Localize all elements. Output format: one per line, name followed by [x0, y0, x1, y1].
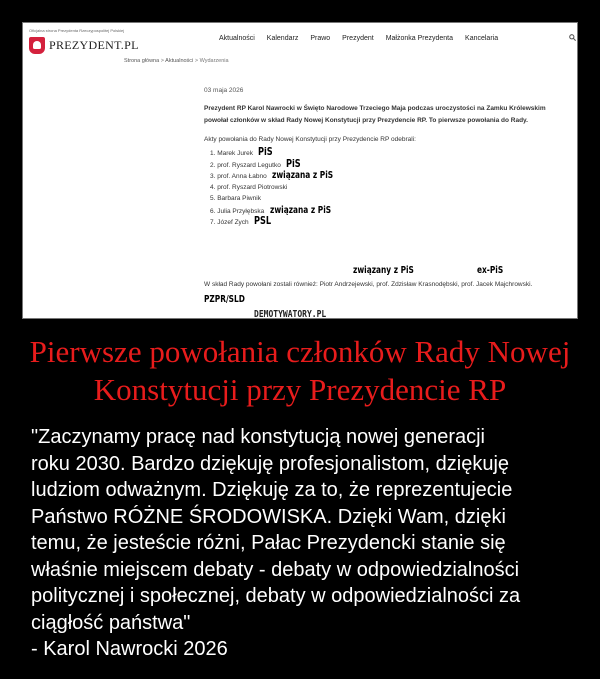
- quote-line: Państwo RÓŻNE ŚRODOWISKA. Dzięki Wam, dzięki: [31, 505, 506, 528]
- party-tag: związana z PiS: [272, 170, 334, 181]
- nav-item-prezydent[interactable]: Prezydent: [342, 35, 374, 42]
- site-header: [23, 23, 578, 73]
- article-date: 03 maja 2026: [204, 87, 244, 94]
- breadcrumb: [124, 58, 229, 64]
- nav-item-kalendarz[interactable]: Kalendarz: [266, 35, 299, 42]
- quote-line: politycznej i społecznej, debaty w odpowiedzialności za: [31, 585, 521, 607]
- nav-item-kancelaria[interactable]: Kancelaria: [465, 35, 499, 42]
- quote-line: ciągłość państwa": [31, 611, 191, 634]
- breadcrumb-separator: >: [160, 58, 164, 64]
- party-tag: PiS: [286, 157, 301, 170]
- search-icon[interactable]: [569, 34, 576, 43]
- quote-line: roku 2030. Bardzo dziękuję profesjonalistom, dziękuję: [31, 452, 510, 475]
- party-tag: związany z PiS: [353, 265, 414, 276]
- breadcrumb-events: Wydarzenia: [199, 58, 229, 64]
- eagle-emblem-icon[interactable]: [29, 37, 45, 54]
- list-item: 5. Barbara Piwnik: [210, 195, 261, 202]
- nav-item-malzonka[interactable]: Małżonka Prezydenta: [385, 35, 454, 42]
- list-item: 6. Julia Przyłębska związana z PiS: [210, 204, 331, 216]
- official-note: Oficjalna strona Prezydenta Rzeczypospolitej Polskiej: [29, 28, 125, 33]
- list-item: 4. prof. Ryszard Piotrowski: [210, 183, 288, 191]
- list-item: 1. Marek Jurek PiS: [210, 146, 274, 158]
- list-item: 2. prof. Ryszard Legutko PiS: [210, 157, 301, 170]
- quote-line: ludziom odważnym. Dziękuję za to, że reprezentujecie: [31, 479, 513, 501]
- list-item: 3. prof. Anna Łabno związana z PiS: [210, 170, 334, 181]
- party-tag: PiS: [258, 146, 274, 158]
- party-tag: związana z PiS: [269, 204, 331, 216]
- party-tag: PZPR/SLD: [204, 294, 245, 305]
- article-footer: W skład Rady powołani zostali również: Piotr Andrzejewski, prof. Zdzisław Krasnodębski, prof. Jacek Majchrowski. PZPR/SLD: [204, 281, 533, 305]
- screenshot-panel: [22, 22, 578, 319]
- article: [204, 87, 574, 228]
- party-tag: ex-PiS: [477, 265, 504, 276]
- watermark: DEMOTYWATORY.PL: [254, 309, 327, 319]
- article-intro: Akty powołania do Rady Nowej Konstytucji przy Prezydencie RP odebrali:: [204, 136, 416, 143]
- quote-line: - Karol Nawrocki 2026: [31, 638, 228, 660]
- breadcrumb-separator: >: [194, 58, 199, 64]
- quote-line: właśnie miejscem debaty - debaty w odpowiedzialności: [31, 558, 520, 581]
- party-tag: PSL: [254, 215, 272, 227]
- main-nav: [219, 35, 510, 42]
- nav-item-prawo[interactable]: Prawo: [310, 35, 331, 42]
- quote-line: "Zaczynamy pracę nad konstytucją nowej generacji: [31, 426, 485, 448]
- nav-item-aktualnosci[interactable]: Aktualności: [219, 35, 255, 42]
- list-item: 7. Józef Zych PSL: [210, 215, 272, 227]
- quote: [31, 424, 576, 663]
- breadcrumb-home[interactable]: Strona główna: [124, 58, 160, 64]
- quote-line: temu, że jesteście różni, Pałac Prezydencki stanie się: [31, 532, 506, 554]
- breadcrumb-news[interactable]: Aktualności: [165, 58, 194, 64]
- headline: Pierwsze powołania członków Rady Nowej Konstytucji przy Prezydencie RP: [29, 334, 571, 407]
- member-list: [204, 147, 574, 228]
- article-lead: Prezydent RP Karol Nawrocki w Święto Narodowe Trzeciego Maja podczas uroczystości na Zamku Królewskim powołał członków w skład Rady Nowej Konstytucji przy Prezydencie RP. To pierwsze powołania do Rady.: [204, 105, 546, 124]
- site-logo[interactable]: PREZYDENT.PL: [49, 38, 139, 52]
